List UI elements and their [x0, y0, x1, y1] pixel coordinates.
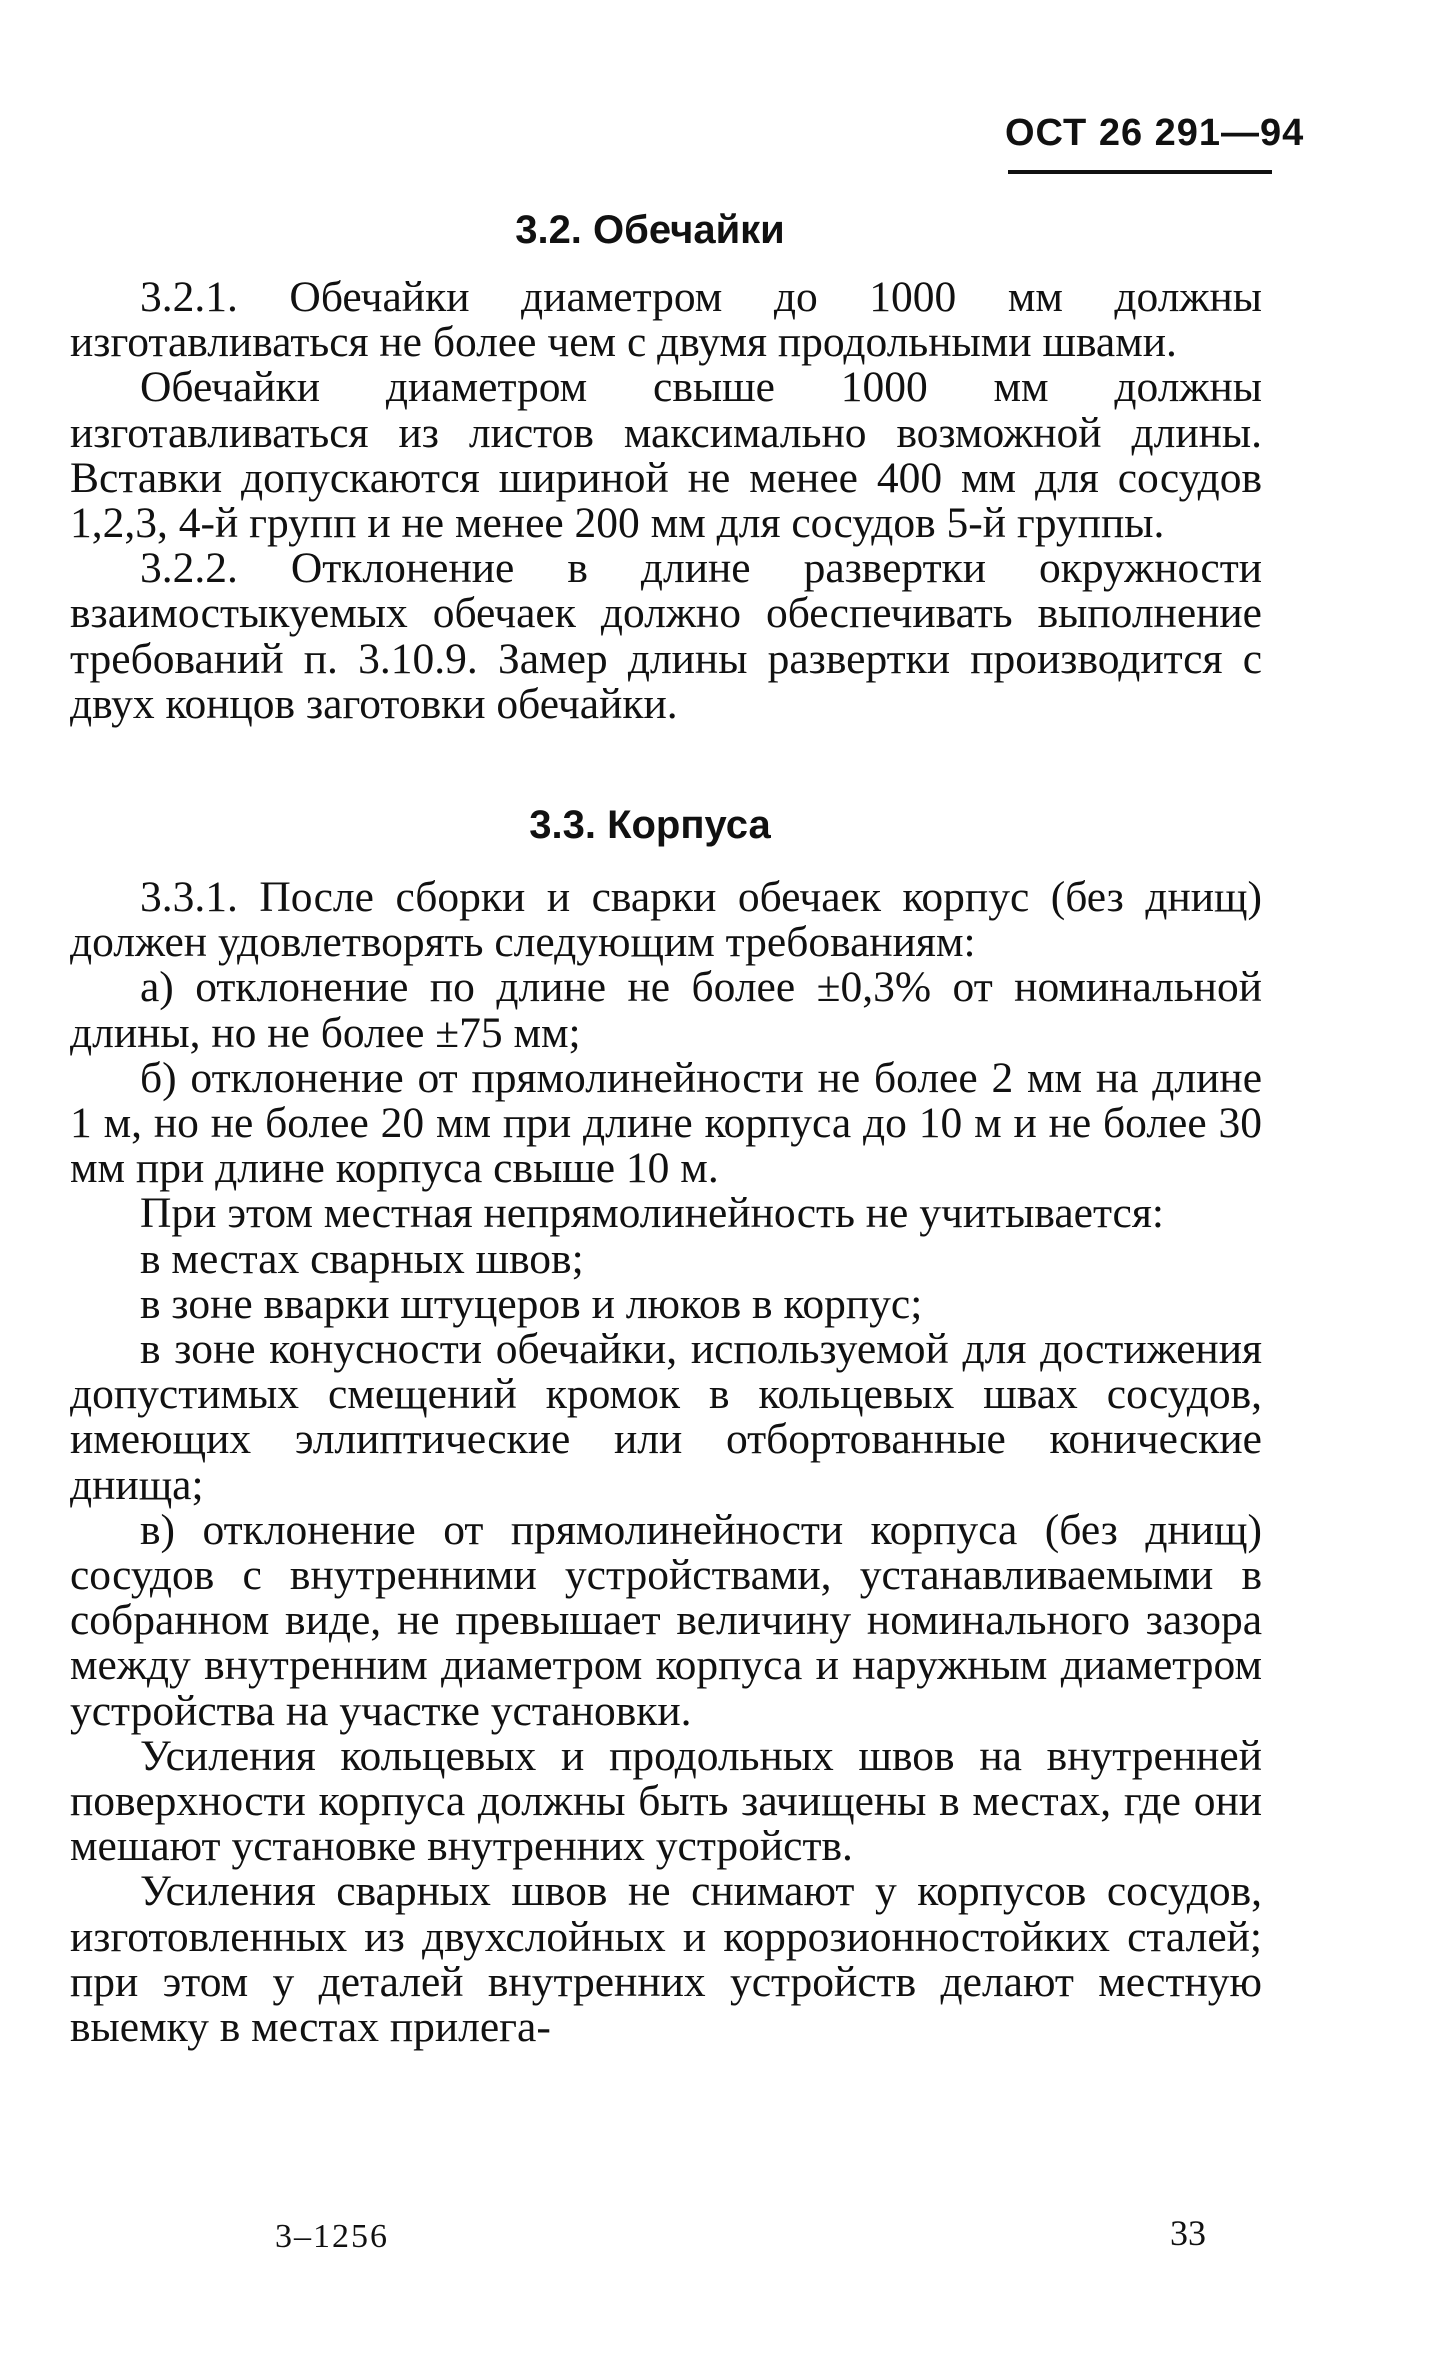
list-item-weld-seams: в местах сварных швов; [140, 1234, 584, 1283]
section-heading-3-2: 3.2. Обечайки [515, 208, 785, 252]
paragraph-local-nonstraightness: При этом местная непрямолинейность не учитывается: [140, 1189, 1164, 1238]
list-item-nozzles: в зоне вварки штуцеров и люков в корпус; [140, 1279, 923, 1328]
section-body-3-2 [70, 275, 1262, 727]
list-item-b: б) отклонение от прямолинейности не более 2 мм на длине 1 м, но не более 20 мм при длине корпуса до 10 м и не более 30 мм при длине корпуса свыше 10 м. [70, 1053, 1262, 1193]
list-item-conicity: в зоне конусности обечайки, используемой для достижения допустимых смещений кромок в кольцевых швах сосудов, имеющих эллиптические или отбортованные конические днища; [70, 1325, 1262, 1509]
page-number: 33 [1170, 2213, 1206, 2253]
paragraph-weld-not-removed: Усиления сварных швов не снимают у корпусов сосудов, изготовленных из двухслойных и коррозионностойких сталей; при этом у деталей внутренних устройств делают местную выемку в местах прилега- [70, 1867, 1262, 2052]
paragraph-weld-reinforcement: Усиления кольцевых и продольных швов на внутренней поверхности корпуса должны быть зачищены в местах, где они мешают установке внутренних устройств. [70, 1731, 1262, 1871]
list-item-v: в) отклонение от прямолинейности корпуса (без днищ) сосудов с внутренними устройствами, устанавливаемыми в собранном виде, не превышает величину номинального зазора между внутренним диаметром корпуса и наружным диаметром устройства на участке установки. [70, 1505, 1262, 1735]
section-body-3-3 [70, 875, 1262, 2050]
paragraph-shell-length: Обечайки диаметром свыше 1000 мм должны изготавливаться из листов максимально возможной длины. Вставки допускаются шириной не менее 400 мм для сосудов 1,2,3, 4-й групп и не менее 200 мм для сосудов 5-й группы. [70, 363, 1262, 548]
section-heading-3-3: 3.3. Корпуса [529, 803, 771, 847]
paragraph-3-2-1: 3.2.1. Обечайки диаметром до 1000 мм должны изготавливаться не более чем с двумя продольными швами. [70, 273, 1262, 367]
header-rule [1008, 170, 1272, 174]
paragraph-3-2-2: 3.2.2. Отклонение в длине развертки окружности взаимостыкуемых обечаек должно обеспечивать выполнение требований п. 3.10.9. Замер длины развертки производится с двух концов заготовки обечайки. [70, 544, 1262, 728]
standard-number: ОСТ 26 291—94 [1005, 112, 1305, 154]
print-code: 3–1256 [275, 2218, 389, 2255]
paragraph-3-3-1: 3.3.1. После сборки и сварки обечаек корпус (без днищ) должен удовлетворять следующим требованиям: [70, 873, 1262, 967]
list-item-a: а) отклонение по длине не более ±0,3% от номинальной длины, но не более ±75 мм; [70, 963, 1262, 1057]
